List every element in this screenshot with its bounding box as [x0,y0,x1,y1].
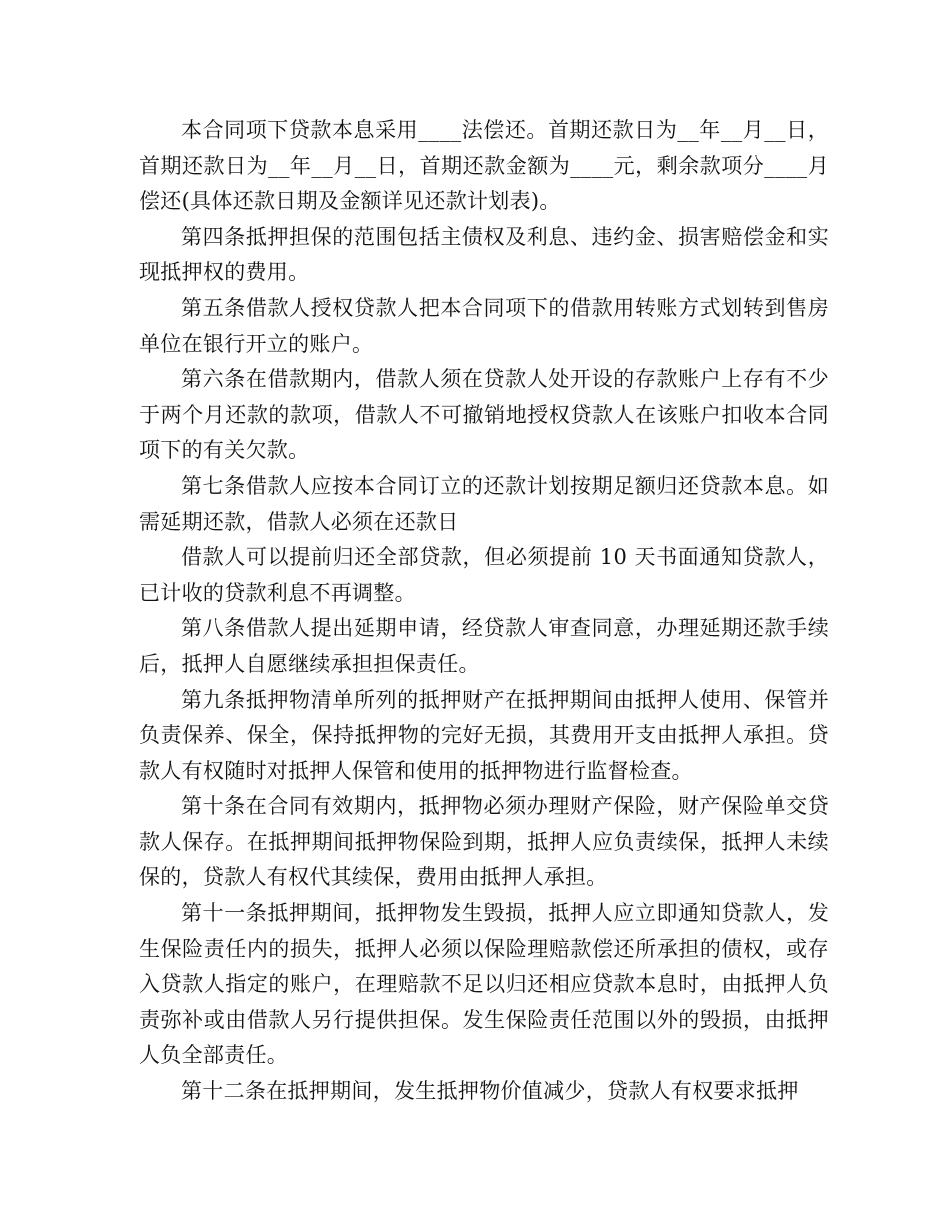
paragraph-article-6: 第六条在借款期内，借款人须在贷款人处开设的存款账户上存有不少于两个月还款的款项，借款人不可撤销地授权贷款人在该账户扣收本合同项下的有关欠款。 [139,367,829,463]
paragraph-early-repayment: 借款人可以提前归还全部贷款，但必须提前 10 天书面通知贷款人，已计收的贷款利息不再调整。 [139,545,829,605]
paragraph-article-12: 第十二条在抵押期间，发生抵押物价值减少，贷款人有权要求抵押 [181,1079,799,1104]
paragraph-article-9: 第九条抵押物清单所列的抵押财产在抵押期间由抵押人使用、保管并负责保养、保全，保持抵押物的完好无损，其费用开支由抵押人承担。贷款人有权随时对抵押人保管和使用的抵押物进行监督检查。 [139,687,829,783]
paragraph-article-8: 第八条借款人提出延期申请，经贷款人审查同意，办理延期还款手续后，抵押人自愿继续承担担保责任。 [139,616,829,676]
paragraph-article-5: 第五条借款人授权贷款人把本合同项下的借款用转账方式划转到售房单位在银行开立的账户。 [139,295,829,356]
paragraph-article-10: 第十条在合同有效期内，抵押物必须办理财产保险，财产保险单交贷款人保存。在抵押期间抵押物保险到期，抵押人应负责续保，抵押人未续保的，贷款人有权代其续保，费用由抵押人承担。 [139,794,829,890]
document-body [139,113,829,1110]
paragraph-repayment-method: 本合同项下贷款本息采用____法偿还。首期还款日为__年__月__日，首期还款日为__年__月__日，首期还款金额为____元，剩余款项分____月偿还(具体还款日期及金额详见还款计划表)。 [139,118,829,214]
paragraph-article-11: 第十一条抵押期间，抵押物发生毁损，抵押人应立即通知贷款人，发生保险责任内的损失，抵押人必须以保险理赔款偿还所承担的债权，或存入贷款人指定的账户，在理赔款不足以归还相应贷款本息时，由抵押人负责弥补或由借款人另行提供担保。发生保险责任范围以外的毁损，由抵押人负全部责任。 [139,901,829,1068]
paragraph-article-4: 第四条抵押担保的范围包括主债权及利息、违约金、损害赔偿金和实现抵押权的费用。 [139,224,829,285]
paragraph-article-7: 第七条借款人应按本合同订立的还款计划按期足额归还贷款本息。如需延期还款，借款人必须在还款日 [139,473,829,534]
